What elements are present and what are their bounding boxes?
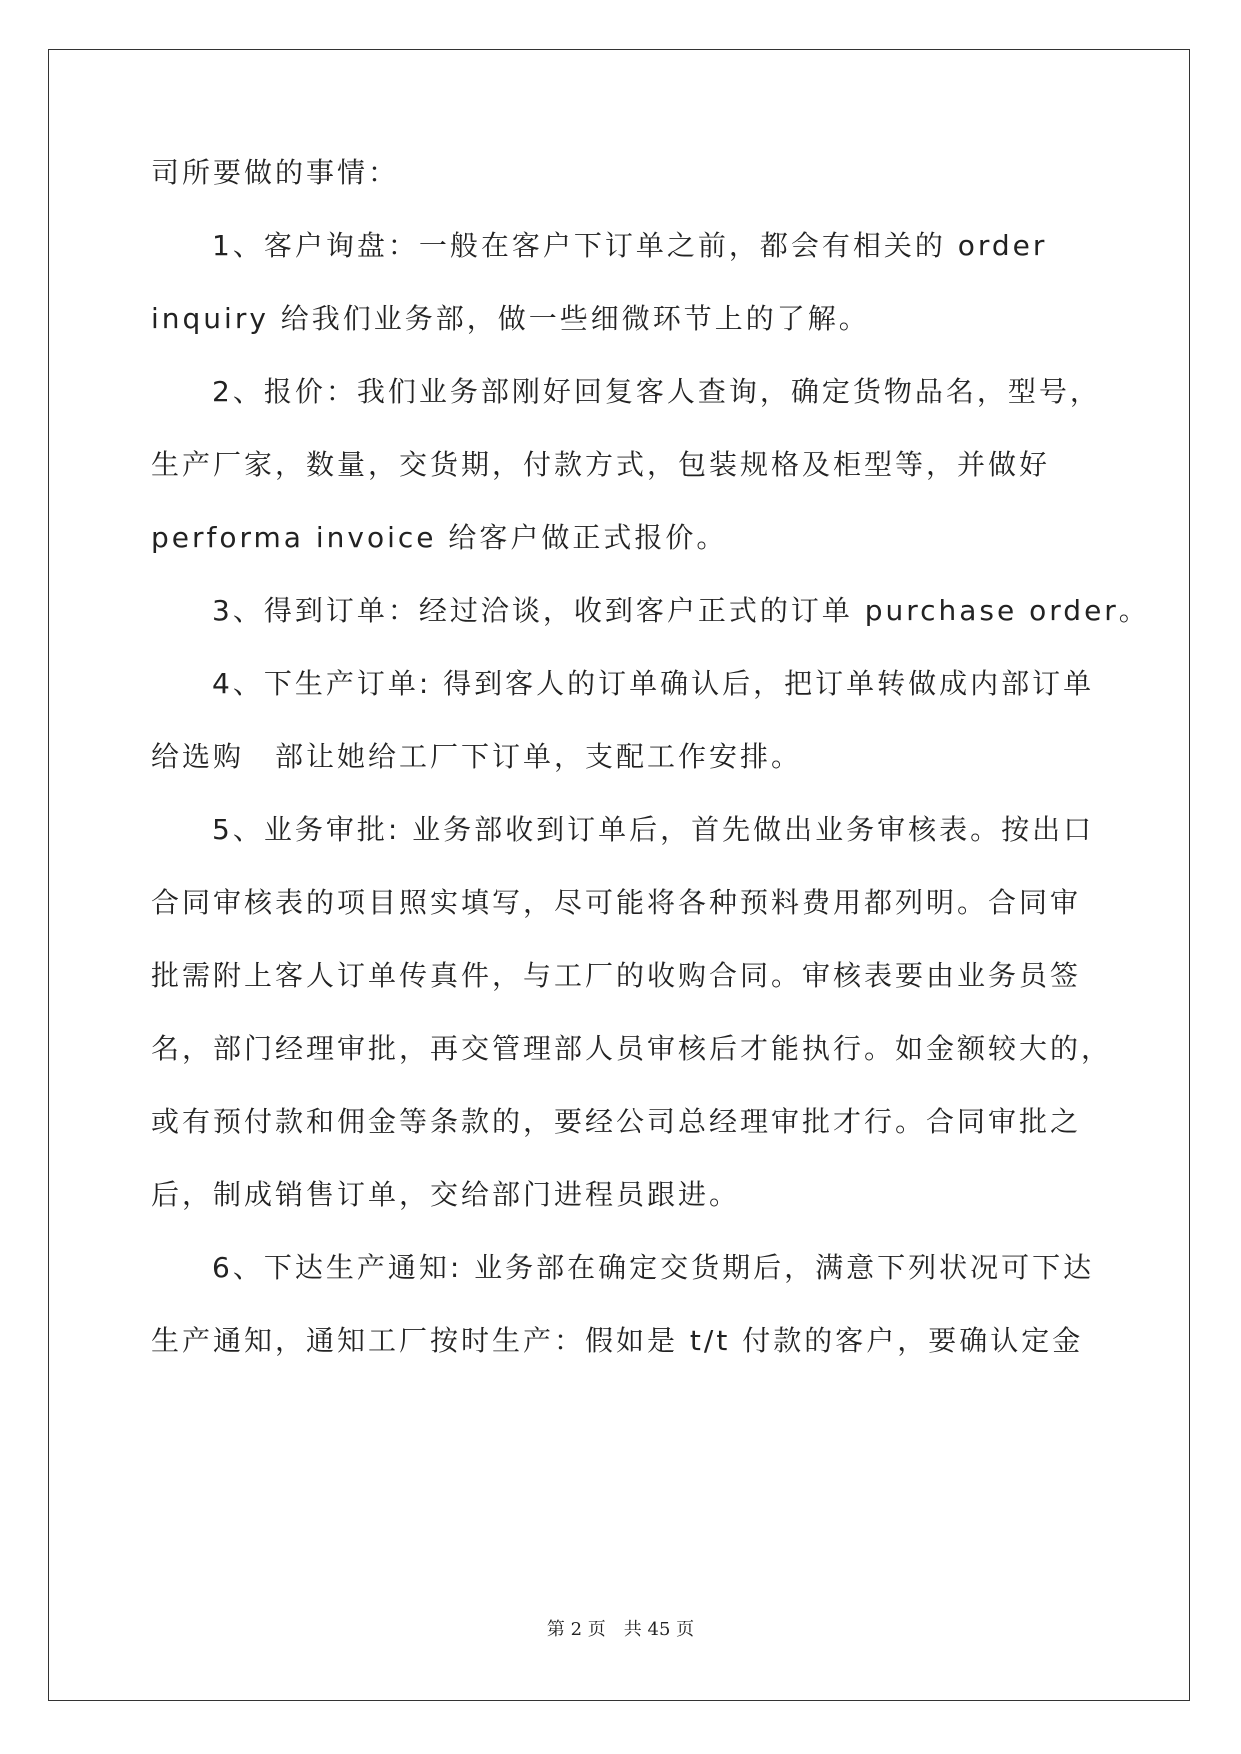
text-line: 4、下生产订单: 得到客人的订单确认后，把订单转做成内部订单 [212, 667, 1095, 700]
text-line: 2、报价：我们业务部刚好回复客人查询，确定货物品名，型号， [212, 375, 1101, 408]
text-line: 后，制成销售订单，交给部门进程员跟进。 [151, 1178, 741, 1211]
text-line: 1、客户询盘：一般在客户下订单之前，都会有相关的 order [212, 229, 1048, 262]
page-number-footer: 第 2 页 共 45 页 [546, 1619, 695, 1640]
text-line: 生产通知，通知工厂按时生产：假如是 t/t 付款的客户，要确认定金 [151, 1324, 1084, 1357]
text-line: 6、下达生产通知: 业务部在确定交货期后，满意下列状况可下达 [212, 1251, 1095, 1284]
text-line: 生产厂家，数量，交货期，付款方式，包装规格及柜型等，并做好 [151, 448, 1051, 481]
text-line: 给选购 部让她给工厂下订单，支配工作安排。 [151, 740, 803, 773]
text-line: inquiry 给我们业务部，做一些细微环节上的了解。 [151, 302, 870, 335]
page-border [48, 49, 1190, 1701]
text-line: 司所要做的事情： [151, 156, 400, 189]
text-line: 合同审核表的项目照实填写，尽可能将各种预料费用都列明。合同审 [151, 886, 1082, 919]
text-line: 5、业务审批: 业务部收到订单后，首先做出业务审核表。按出口 [212, 813, 1095, 846]
text-line: 或有预付款和佣金等条款的，要经公司总经理审批才行。合同审批之 [151, 1105, 1082, 1138]
text-line: 3、得到订单：经过洽谈，收到客户正式的订单 purchase order。 [212, 594, 1150, 627]
text-line: performa invoice 给客户做正式报价。 [151, 521, 728, 554]
text-line: 名，部门经理审批，再交管理部人员审核后才能执行。如金额较大的， [151, 1032, 1113, 1065]
text-line: 批需附上客人订单传真件，与工厂的收购合同。审核表要由业务员签 [151, 959, 1082, 992]
